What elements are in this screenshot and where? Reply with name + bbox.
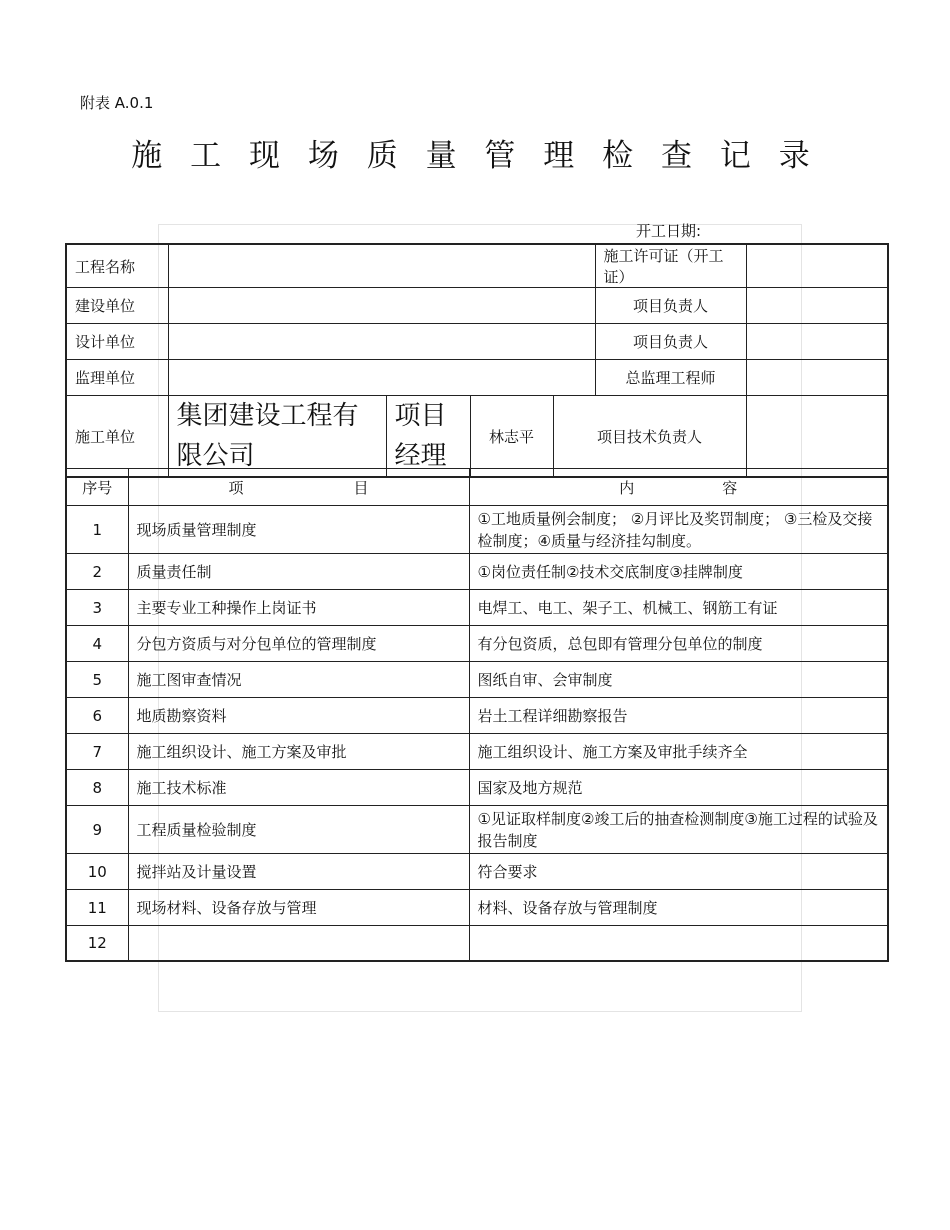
table-row <box>66 590 888 626</box>
row-number: 9 <box>66 806 128 854</box>
table-row <box>66 554 888 590</box>
row-content: 图纸自审、会审制度 <box>469 662 888 698</box>
row-number: 3 <box>66 590 128 626</box>
tech-manager-value <box>746 396 888 478</box>
row-item: 搅拌站及计量设置 <box>128 854 469 890</box>
row-item: 现场质量管理制度 <box>128 506 469 554</box>
document-title: 施 工 现 场 质 量 管 理 检 查 记 录 <box>131 138 819 174</box>
supervisor-value <box>168 360 595 396</box>
designer-value <box>168 324 595 360</box>
chief-supervisor-value <box>746 360 888 396</box>
col-header-item-b: 目 <box>353 478 369 497</box>
row-number: 1 <box>66 506 128 554</box>
row-content: 岩土工程详细勘察报告 <box>469 698 888 734</box>
row-content: 电焊工、电工、架子工、机械工、钢筋工有证 <box>469 590 888 626</box>
table-row <box>66 506 888 554</box>
row-number: 4 <box>66 626 128 662</box>
project-manager-label: 项目经理 <box>386 396 470 478</box>
table-row <box>66 770 888 806</box>
row-number: 2 <box>66 554 128 590</box>
table-row <box>66 698 888 734</box>
table-row <box>66 806 888 854</box>
row-content: ①工地质量例会制度； ②月评比及奖罚制度； ③三检及交接检制度；④质量与经济挂勾制度。 <box>469 506 888 554</box>
supervisor-label: 监理单位 <box>66 360 168 396</box>
col-header-item-a: 项 <box>228 478 244 497</box>
row-contractor <box>66 396 888 478</box>
builder-label: 建设单位 <box>66 288 168 324</box>
col-header-content-a: 内 <box>619 478 635 497</box>
checklist-header-row <box>66 469 888 506</box>
row-content: 有分包资质，总包即有管理分包单位的制度 <box>469 626 888 662</box>
row-number: 5 <box>66 662 128 698</box>
row-builder <box>66 288 888 324</box>
project-name-label: 工程名称 <box>66 244 168 288</box>
row-item: 地质勘察资料 <box>128 698 469 734</box>
row-item: 主要专业工种操作上岗证书 <box>128 590 469 626</box>
col-header-no: 序号 <box>66 469 128 506</box>
project-manager-name: 林志平 <box>470 396 553 478</box>
designer-manager-value <box>746 324 888 360</box>
row-content: 施工组织设计、施工方案及审批手续齐全 <box>469 734 888 770</box>
contractor-label: 施工单位 <box>66 396 168 478</box>
contractor-name: 集团建设工程有限公司 <box>168 396 386 478</box>
row-content: ①见证取样制度②竣工后的抽查检测制度③施工过程的试验及报告制度 <box>469 806 888 854</box>
col-header-item <box>128 469 469 506</box>
row-item: 现场材料、设备存放与管理 <box>128 890 469 926</box>
checklist-table <box>65 468 889 962</box>
chief-supervisor-label: 总监理工程师 <box>595 360 746 396</box>
col-header-content <box>469 469 888 506</box>
col-header-content-b: 容 <box>722 478 738 497</box>
row-number: 11 <box>66 890 128 926</box>
start-date-label: 开工日期: <box>636 222 702 240</box>
project-name-value <box>168 244 595 288</box>
table-row <box>66 890 888 926</box>
row-designer <box>66 324 888 360</box>
designer-label: 设计单位 <box>66 324 168 360</box>
row-project-name <box>66 244 888 288</box>
table-row <box>66 926 888 961</box>
row-item: 施工技术标准 <box>128 770 469 806</box>
row-content: 国家及地方规范 <box>469 770 888 806</box>
row-item: 工程质量检验制度 <box>128 806 469 854</box>
row-item: 分包方资质与对分包单位的管理制度 <box>128 626 469 662</box>
designer-manager-label: 项目负责人 <box>595 324 746 360</box>
builder-value <box>168 288 595 324</box>
row-content: 材料、设备存放与管理制度 <box>469 890 888 926</box>
builder-manager-label: 项目负责人 <box>595 288 746 324</box>
row-number: 7 <box>66 734 128 770</box>
row-item: 质量责任制 <box>128 554 469 590</box>
annex-label: 附表 A.0.1 <box>80 94 154 112</box>
permit-label: 施工许可证（开工证） <box>595 244 746 288</box>
permit-value <box>746 244 888 288</box>
row-number: 8 <box>66 770 128 806</box>
row-supervisor <box>66 360 888 396</box>
row-content <box>469 926 888 961</box>
row-number: 6 <box>66 698 128 734</box>
row-number: 12 <box>66 926 128 961</box>
builder-manager-value <box>746 288 888 324</box>
row-number: 10 <box>66 854 128 890</box>
row-content: 符合要求 <box>469 854 888 890</box>
row-item <box>128 926 469 961</box>
table-row <box>66 854 888 890</box>
table-row <box>66 662 888 698</box>
row-item: 施工图审查情况 <box>128 662 469 698</box>
tech-manager-label: 项目技术负责人 <box>553 396 746 478</box>
table-row <box>66 626 888 662</box>
row-item: 施工组织设计、施工方案及审批 <box>128 734 469 770</box>
table-row <box>66 734 888 770</box>
row-content: ①岗位责任制②技术交底制度③挂牌制度 <box>469 554 888 590</box>
project-info-table <box>65 243 889 478</box>
